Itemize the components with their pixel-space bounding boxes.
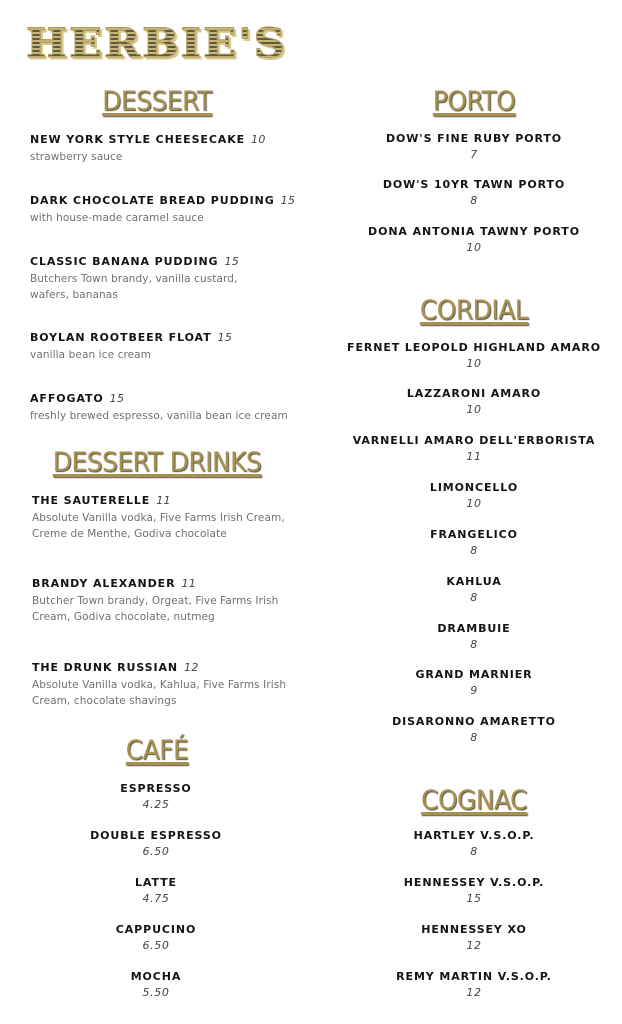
item-name: DONA ANTONIA TAWNY PORTO <box>368 225 580 238</box>
item-price: 12 <box>466 986 482 999</box>
item-price: 10 <box>251 133 266 146</box>
item-price: 15 <box>109 392 125 405</box>
item-name: LIMONCELLO <box>429 481 519 494</box>
item-price: 15 <box>224 255 240 268</box>
item-price: 10 <box>466 241 482 254</box>
menu-item <box>344 527 604 559</box>
menu-item <box>344 433 604 465</box>
item-price: 4.75 <box>142 892 170 905</box>
item-description: Butcher Town brandy, Orgeat, Five Farms Irish Cream, Godiva chocolate, nutmeg <box>32 595 279 623</box>
item-name: DARK CHOCOLATE BREAD PUDDING <box>30 194 275 207</box>
item-name: LAZZARONI AMARO <box>406 387 542 400</box>
item-description: vanilla bean ice cream <box>30 349 152 361</box>
item-name: DOUBLE ESPRESSO <box>90 829 222 842</box>
menu-item <box>344 714 604 746</box>
menu-item <box>32 660 322 709</box>
menu-item <box>56 781 256 813</box>
item-name: FERNET LEOPOLD HIGHLAND AMARO <box>347 341 601 354</box>
menu-item <box>344 621 604 653</box>
item-description: Absolute Vanilla vodka, Five Farms Irish Cream, Creme de Menthe, Godiva chocolate <box>32 512 285 540</box>
menu-item <box>344 828 604 860</box>
item-price: 8 <box>470 591 478 604</box>
item-description: Butchers Town brandy, vanilla custard, wafers, bananas <box>30 273 238 301</box>
menu-item <box>30 132 320 165</box>
item-name: HENNESSEY XO <box>421 923 527 936</box>
menu-item <box>32 493 322 542</box>
item-price: 12 <box>184 661 199 674</box>
menu-item <box>344 875 604 907</box>
item-price: 11 <box>181 577 197 590</box>
item-name: LATTE <box>135 876 177 889</box>
restaurant-logo: HERBIE'S <box>26 20 288 67</box>
menu-item <box>344 386 604 418</box>
item-name: HARTLEY V.S.O.P. <box>413 829 535 842</box>
menu-item <box>344 480 604 512</box>
item-price: 8 <box>470 731 478 744</box>
menu-item <box>344 922 604 954</box>
menu-item <box>30 391 320 424</box>
item-name: DOW'S FINE RUBY PORTO <box>385 132 562 145</box>
section-heading-porto: PORTO <box>432 86 516 117</box>
item-name: THE SAUTERELLE <box>32 494 151 507</box>
menu-item <box>344 574 604 606</box>
item-name: GRAND MARNIER <box>415 668 533 681</box>
item-price: 8 <box>470 194 478 207</box>
item-name: NEW YORK STYLE CHEESECAKE <box>30 133 246 146</box>
item-name: THE DRUNK RUSSIAN <box>32 661 179 674</box>
item-description: freshly brewed espresso, vanilla bean ice cream <box>30 410 288 422</box>
item-price: 11 <box>466 450 482 463</box>
menu-item <box>30 193 320 226</box>
item-price: 15 <box>466 892 482 905</box>
item-name: FRANGELICO <box>430 528 518 541</box>
item-price: 15 <box>280 194 296 207</box>
item-price: 10 <box>466 497 482 510</box>
section-heading-dessert: DESSERT <box>102 86 212 117</box>
section-heading-cognac: COGNAC <box>421 785 527 816</box>
menu-item <box>344 340 604 372</box>
item-name: VARNELLI AMARO DELL'ERBORISTA <box>352 434 596 447</box>
menu-item <box>30 330 320 363</box>
item-price: 8 <box>470 638 478 651</box>
item-description: Absolute Vanilla vodka, Kahlua, Five Farms Irish Cream, chocolate shavings <box>32 679 287 707</box>
item-price: 6.50 <box>142 939 170 952</box>
item-name: BOYLAN ROOTBEER FLOAT <box>30 331 212 344</box>
item-price: 8 <box>470 845 478 858</box>
item-name: HENNESSEY V.S.O.P. <box>403 876 545 889</box>
item-price: 15 <box>217 331 233 344</box>
menu-item <box>56 922 256 954</box>
menu-item <box>344 131 604 163</box>
item-name: CAPPUCINO <box>115 923 197 936</box>
item-price: 6.50 <box>142 845 170 858</box>
menu-item <box>32 576 322 625</box>
item-price: 10 <box>466 403 482 416</box>
item-name: BRANDY ALEXANDER <box>32 577 176 590</box>
item-name: CLASSIC BANANA PUDDING <box>30 255 219 268</box>
section-heading-cordial: CORDIAL <box>419 295 529 326</box>
menu-item <box>56 875 256 907</box>
item-price: 5.50 <box>142 986 170 999</box>
item-name: REMY MARTIN V.S.O.P. <box>396 970 552 983</box>
item-price: 9 <box>470 684 478 697</box>
item-price: 12 <box>466 939 482 952</box>
menu-item <box>344 667 604 699</box>
item-price: 10 <box>466 357 482 370</box>
menu-item <box>56 969 256 1001</box>
section-heading-dessert-drinks: DESSERT DRINKS <box>52 447 262 478</box>
menu-item <box>344 224 604 256</box>
item-name: ESPRESSO <box>120 782 192 795</box>
item-price: 8 <box>470 544 478 557</box>
section-heading-cafe: CAFÉ <box>125 735 189 766</box>
item-description: with house-made caramel sauce <box>30 212 204 224</box>
item-description: strawberry sauce <box>30 151 123 163</box>
item-price: 11 <box>156 494 171 507</box>
menu-item <box>56 828 256 860</box>
menu-item <box>30 254 320 303</box>
menu-item <box>344 969 604 1001</box>
item-price: 4.25 <box>142 798 170 811</box>
item-name: DISARONNO AMARETTO <box>392 715 556 728</box>
menu-item <box>344 177 604 209</box>
item-name: KAHLUA <box>446 575 502 588</box>
item-name: DRAMBUIE <box>437 622 511 635</box>
item-name: AFFOGATO <box>30 392 104 405</box>
item-price: 7 <box>470 148 478 161</box>
item-name: DOW'S 10YR TAWN PORTO <box>382 178 566 191</box>
item-name: MOCHA <box>130 970 182 983</box>
